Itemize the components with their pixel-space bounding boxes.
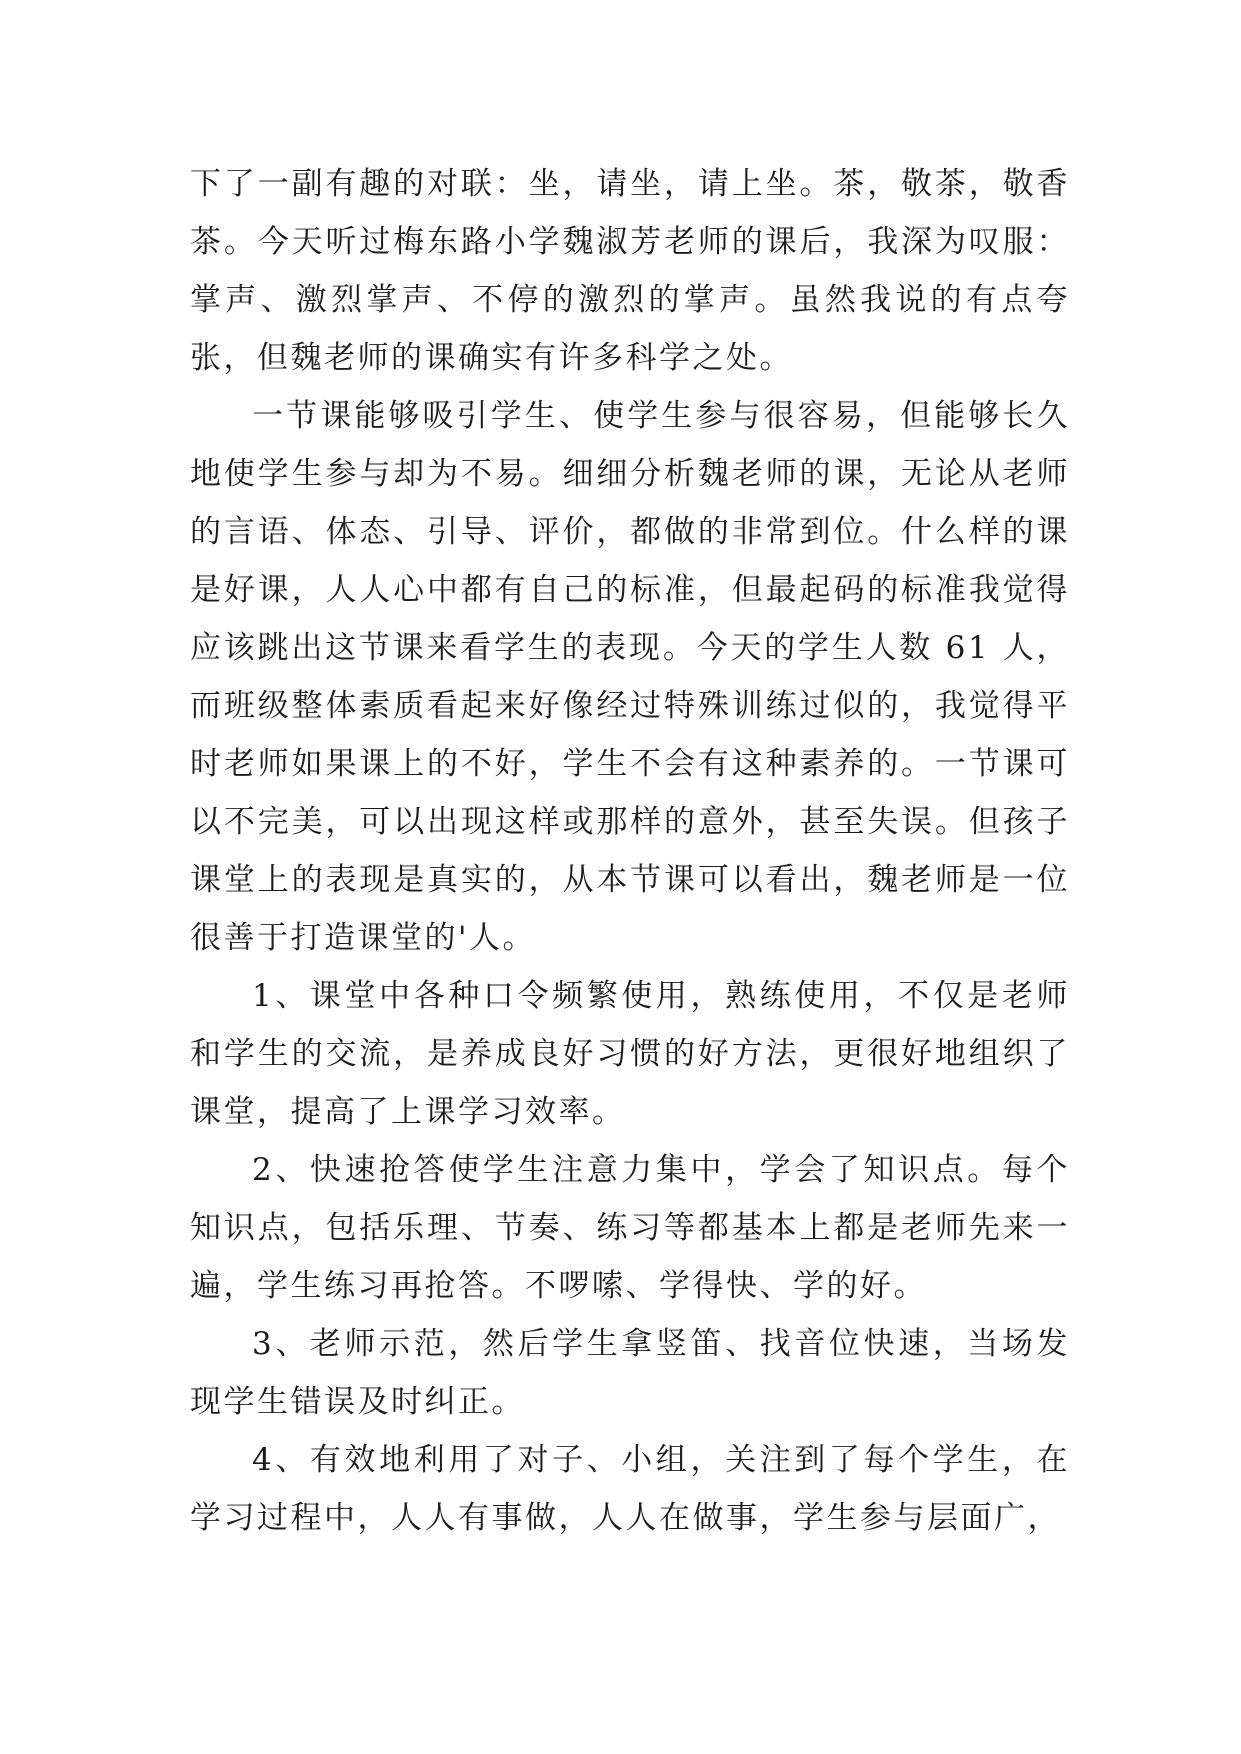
paragraph-point-2: 2、快速抢答使学生注意力集中，学会了知识点。每个知识点，包括乐理、节奏、练习等都基本上都是老师先来一遍，学生练习再抢答。不啰嗦、学得快、学的好。 <box>190 1152 1070 1304</box>
paragraph-point-1: 1、课堂中各种口令频繁使用，熟练使用，不仅是老师和学生的交流，是养成良好习惯的好方法，更很好地组织了课堂，提高了上课学习效率。 <box>190 978 1070 1130</box>
paragraph-point-3: 3、老师示范，然后学生拿竖笛、找音位快速，当场发现学生错误及时纠正。 <box>190 1326 1070 1420</box>
paragraph-continuation: 下了一副有趣的对联：坐，请坐，请上坐。茶，敬茶，敬香茶。今天听过梅东路小学魏淑芳老师的课后，我深为叹服：掌声、激烈掌声、不停的激烈的掌声。虽然我说的有点夸张，但魏老师的课确实有许多科学之处。 <box>190 166 1070 376</box>
paragraph-point-4: 4、有效地利用了对子、小组，关注到了每个学生，在学习过程中，人人有事做，人人在做事，学生参与层面广， <box>190 1442 1070 1536</box>
paragraph-analysis: 一节课能够吸引学生、使学生参与很容易，但能够长久地使学生参与却为不易。细细分析魏老师的课，无论从老师的言语、体态、引导、评价，都做的非常到位。什么样的课是好课，人人心中都有自己的标准，但最起码的标准我觉得应该跳出这节课来看学生的表现。今天的学生人数 61 人，而班级整体素质看起来好像经过特殊训练过似的，我觉得平时老师如果课上的不好，学生不会有这种素养的。一节课可以不完美，可以出现这样或那样的意外，甚至失误。但孩子课堂上的表现是真实的，从本节课可以看出，魏老师是一位很善于打造课堂的'人。 <box>190 398 1070 956</box>
body-text <box>190 155 1070 1547</box>
